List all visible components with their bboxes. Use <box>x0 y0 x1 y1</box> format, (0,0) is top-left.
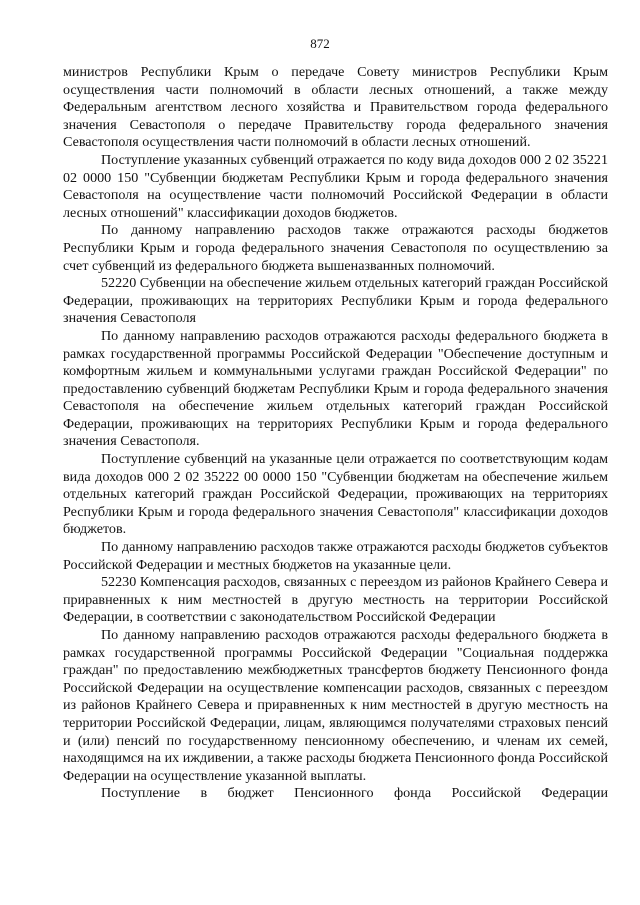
paragraph-pension-fund-income: Поступление в бюджет Пенсионного фонда Российской Федерации <box>101 785 608 802</box>
paragraph-regional-expenses: По данному направлению расходов также отражаются расходы бюджетов субъектов Российской Федерации и местных бюджетов на указанные цели. <box>63 539 608 573</box>
paragraph-housing-income-code: Поступление субвенций на указанные цели отражается по соответствующим кодам вида доходов 000 2 02 35222 00 0000 150 "Субвенции бюджетам на обеспечение жильем отдельных категорий граждан Российской Федерации, проживающих на территориях Республики Крым и города федерального значения Севастополя" классификации доходов бюджетов. <box>63 451 608 538</box>
paragraph-heading-52220: 52220 Субвенции на обеспечение жильем отдельных категорий граждан Российской Федерации, проживающих на территориях Республики Крым и города федерального значения Севастополя <box>63 275 608 327</box>
paragraph-federal-expenses-housing: По данному направлению расходов отражаются расходы федерального бюджета в рамках государственной программы Российской Федерации "Обеспечение доступным и комфортным жильем и коммунальными услугами граждан Российской Федерации" по предоставлению субвенций бюджетам Республики Крым и города федерального значения Севастополя на обеспечение жильем отдельных категорий граждан Российской Федерации, проживающих на территориях Республики Крым и города федерального значения Севастополя. <box>63 327 608 450</box>
paragraph-pension-fund-expenses: По данному направлению расходов отражаются расходы федерального бюджета в рамках государственной программы Российской Федерации "Социальная поддержка граждан" по предоставлению межбюджетных трансфертов бюджету Пенсионного фонда Российской Федерации на осуществление компенсации расходов, связанных с переездом из районов Крайнего Севера и приравненных к ним местностей в другую местность на территории Российской Федерации, лицам, являющимся получателями страховых пенсий и (или) пенсий по государственному пенсионному обеспечению, и членам их семей, находящимся на их иждивении, а также расходы бюджета Пенсионного фонда Российской Федерации на осуществление указанной выплаты. <box>63 627 608 784</box>
paragraph-budget-expenses: По данному направлению расходов также отражаются расходы бюджетов Республики Крым и города федерального значения Севастополя по осуществлению за счет субвенций из федерального бюджета вышеназванных полномочий. <box>63 222 608 274</box>
document-body <box>63 64 608 803</box>
paragraph-subvention-income-code: Поступление указанных субвенций отражается по коду вида доходов 000 2 02 35221 02 0000 150 "Субвенции бюджетам Республики Крым и города федерального значения Севастополя на осуществление части полномочий Российской Федерации в области лесных отношений" классификации доходов бюджетов. <box>63 151 608 221</box>
paragraph-heading-52230: 52230 Компенсация расходов, связанных с переездом из районов Крайнего Севера и приравненных к ним местностей в другую местность на территории Российской Федерации, в соответствии с законодательством Российской Федерации <box>63 574 608 626</box>
page-number: 872 <box>310 36 330 51</box>
paragraph-continuation: министров Республики Крым о передаче Совету министров Республики Крым осуществления части полномочий в области лесных отношений, а также между Федеральным агентством лесного хозяйства и Правительством города федерального значения Севастополя о передаче Правительству города федерального значения Севастополя осуществления части полномочий в области лесных отношений. <box>63 64 608 151</box>
